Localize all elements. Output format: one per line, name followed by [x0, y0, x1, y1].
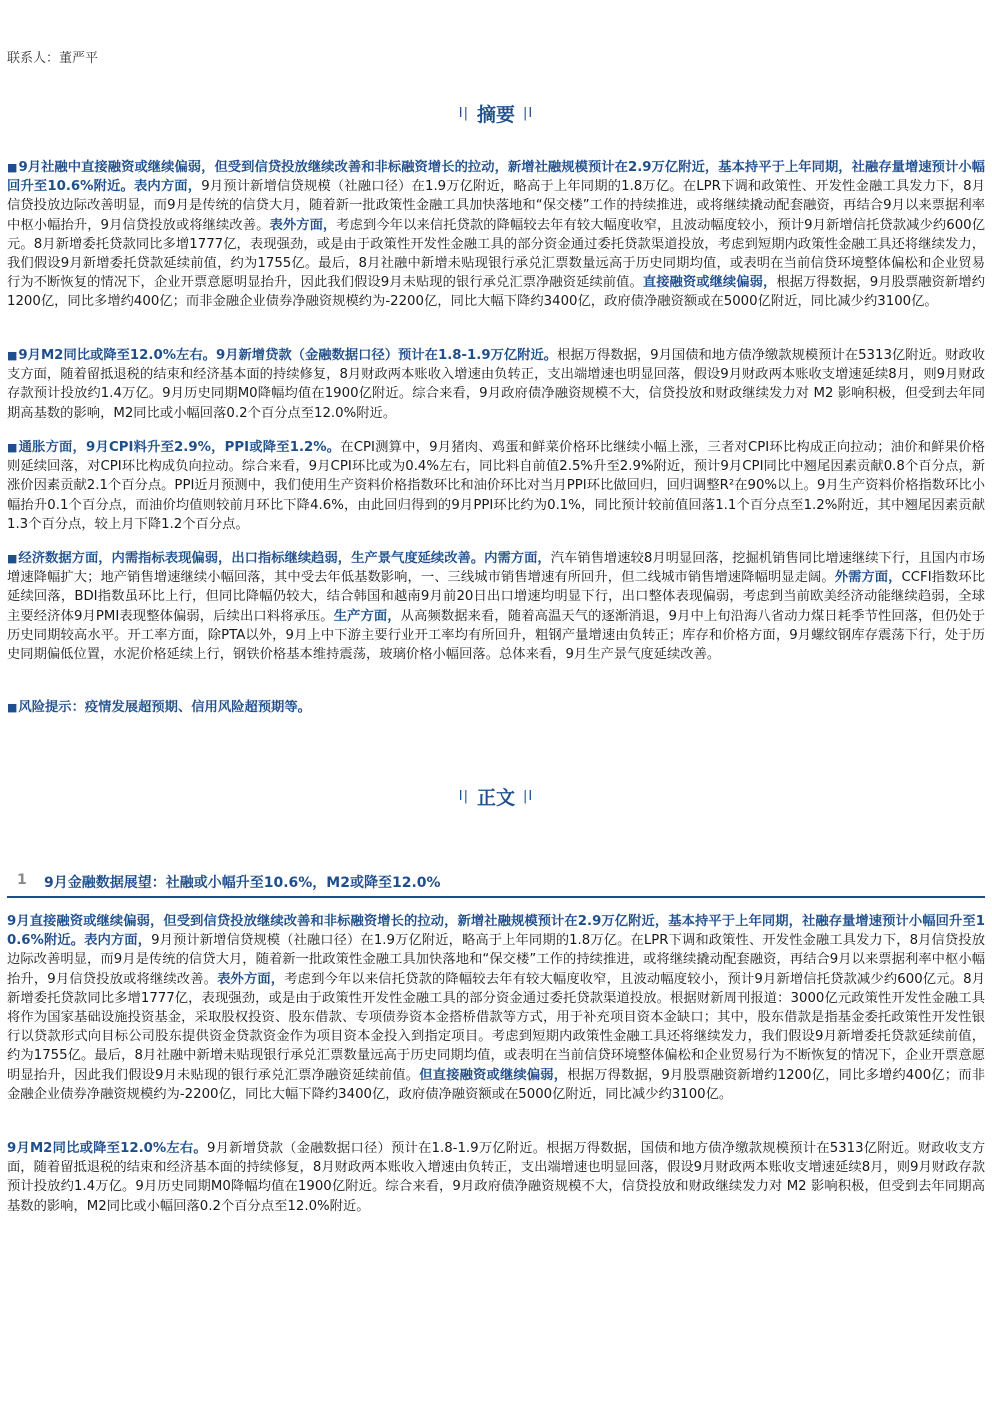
contact-line: 联系人：董严平	[7, 51, 99, 66]
body-p2-text: 9月新增贷款（金融数据口径）预计在1.8-1.9万亿附近。根据万得数据，国债和地方债净缴款规模预计在5313亿附近。财政收支方面，随着留抵退税的结束和经济基本面的持续修复，8月财政两本账收入增速由负转正，支出端增速也明显回落，假设9月财政两本账收支增速延续8月，则9月财政存款预计投放约1.4万亿。9月历史同期M0降幅均值在1900亿附近。综合来看，9月政府债净融资规模不大，信贷投放和财政继续发力对 M2 影响积极，但受到去年同期高基数的影响，M2同比或小幅回落0.2个百分点至12.0%附近。	[7, 1141, 986, 1214]
bullet-square-icon: ■	[7, 701, 18, 714]
body-p1-offbalance-text: 考虑到今年以来信托贷款的降幅较去年有较大幅度收窄，且波动幅度较小，预计9月新增信托贷款减少约600亿元。8月新增委托贷款同比多增1777亿，表现强劲，或是由于政策性开发性金融工具的部分资金通过委托贷款渠道投放。根据财新周刊报道：3000亿元政策性开发性金融工具将作为国家基础设施投资基金，采取股权投资、股东借款、专项债券资本金搭桥借款等方式，用于补充项目资本金缺口；其中，股东借款是指基金委托政策性开发性银行以贷款形式向目标公司股东提供资金贷款资金作为项目资本金投入到指定项目。考虑到短期内政策性金融工具还将继续发力，我们假设9月新增委托贷款延续前值，约为1755亿。最后，8月社融中新增未贴现银行承兑汇票数量远高于历史同期均值，或表明在当前信贷环境整体偏松和企业贸易行为不断恢复的情况下，企业开票意愿明显抬升，因此我们假设9月未贴现的银行承兑汇票净融资延续前值。	[7, 971, 985, 1083]
summary-paragraph-economy	[7, 549, 985, 664]
body-p1-onbalance-label: 表内方面，	[84, 933, 152, 949]
body-p1-direct-text: 根据万得数据，9月股票融资新增约1200亿，同比多增约400亿；而非金融企业债券净融资规模约为-2200亿，同比大幅下降约3400亿，政府债净融资额或在5000亿附近，同比减少约3100亿。	[7, 1067, 985, 1102]
bullet-square-icon: ■	[7, 161, 18, 174]
summary-paragraph-m2	[7, 346, 985, 423]
title-marker-right: |I	[523, 106, 534, 121]
title-marker-left: I|	[458, 106, 469, 121]
title-marker-left: I|	[458, 789, 469, 804]
summary-p4-production-label: 生产方面，	[333, 608, 401, 624]
body-title-text: 正文	[476, 787, 515, 809]
body-paragraph-social-financing	[7, 912, 985, 1104]
section-heading-number: 1	[17, 872, 27, 888]
summary-section-title	[0, 100, 992, 127]
summary-p4-production-text: 从高频数据来看，随着高温天气的逐渐消退，9月中上旬沿海八省动力煤日耗季节性回落，但仍处于历史同期较高水平。开工率方面，除PTA以外，9月上中下游主要行业开工率均有所回升，粗钢产量增速由负转正；库存和价格方面，9月螺纹钢库存震荡下行，处于历史同期偏低位置，水泥价格延续上行，钢铁价格基本维持震荡，玻璃价格小幅回落。总体来看，9月生产景气度延续改善。	[7, 608, 986, 663]
bullet-square-icon: ■	[7, 441, 18, 454]
summary-title-text: 摘要	[476, 104, 515, 126]
summary-p4-external-text: CCFI指数环比延续回落，BDI指数虽环比上行，但同比降幅仍较大，结合韩国和越南9月前20日出口增速均明显下行，出口整体表现偏弱，考虑到当前欧美经济动能继续趋弱，全球主要经济体9月PMI表现整体偏弱，后续出口料将承压。	[7, 570, 986, 624]
summary-paragraph-risk	[7, 698, 985, 717]
summary-p4-lead: 经济数据方面，内需指标表现偏弱，出口指标继续趋弱，生产景气度延续改善。内需方面，	[18, 551, 551, 566]
summary-p3-lead: 通胀方面，9月CPI料升至2.9%，PPI或降至1.2%。	[18, 440, 341, 455]
bullet-square-icon: ■	[7, 552, 18, 565]
bullet-square-icon: ■	[7, 349, 18, 362]
summary-p1-lead: 9月社融中直接融资或继续偏弱，但受到信贷投放继续改善和非标融资增长的拉动，新增社融规模预计在2.9万亿附近，基本持平于上年同期，社融存量增速预计小幅回升至10.6%附近。	[7, 160, 985, 195]
summary-p3-text: 在CPI测算中，9月猪肉、鸡蛋和鲜菜价格环比继续小幅上涨，三者对CPI环比构成正向拉动；油价和鲜果价格则延续回落，对CPI环比构成负向拉动。综合来看，9月CPI环比或为0.4%左右，同比料自前值2.5%升至2.9%附近，预计9月CPI同比中翘尾因素贡献0.8个百分点，新涨价因素贡献2.1个百分点。PPI近月预测中，我们使用生产资料价格指数环比和油价环比对当月PPI环比做回归，回归调整R²在90%以上。9月生产资料价格指数环比小幅抬升0.1个百分点，而油价均值则较前月环比下降4.6%，由此回归得到的9月PPI环比约为0.1%，同比预计较前值回落1.1个百分点至1.2%附近，其中翘尾因素贡献1.3个百分点，较上月下降1.2个百分点。	[7, 440, 985, 532]
summary-p1-offbalance-label: 表外方面，	[269, 217, 337, 233]
body-p1-direct-label: 但直接融资或继续偏弱，	[419, 1067, 568, 1083]
summary-p2-lead: 9月M2同比或降至12.0%左右。9月新增贷款（金融数据口径）预计在1.8-1.9万亿附近。	[18, 348, 558, 363]
section-heading-1	[7, 870, 985, 898]
body-p1-onbalance-text: 9月预计新增信贷规模（社融口径）在1.9万亿附近，略高于上年同期的1.8万亿。在LPR下调和政策性、开发性金融工具发力下，8月信贷投放边际改善明显，而9月是传统的信贷大月，随着新一批政策性金融工具加快落地和“保交楼”工作的持续推进，或将继续撬动配套融资，再结合9月以来票据利率中枢小幅抬升，9月信贷投放或将继续改善。	[7, 933, 985, 987]
body-p1-offbalance-label: 表外方面，	[217, 971, 285, 987]
body-section-title	[0, 783, 992, 810]
summary-paragraph-inflation	[7, 438, 985, 534]
summary-p1-direct-label: 直接融资或继续偏弱，	[642, 275, 777, 291]
body-p2-lead: 9月M2同比或降至12.0%左右。	[7, 1141, 207, 1156]
summary-paragraph-social-financing	[7, 158, 985, 312]
summary-p5-risk: 风险提示：疫情发展超预期、信用风险超预期等。	[18, 700, 311, 715]
body-paragraph-m2	[7, 1139, 985, 1216]
section-heading-text: 9月金融数据展望：社融或小幅升至10.6%，M2或降至12.0%	[44, 875, 441, 891]
title-marker-right: |I	[523, 789, 534, 804]
summary-p2-text: 根据万得数据，9月国债和地方债净缴款规模预计在5313亿附近。财政收支方面，随着留抵退税的结束和经济基本面的持续修复，8月财政两本账收入增速由负转正，支出端增速也明显回落，假设9月财政两本账收支增速延续8月，则9月财政存款预计投放约1.4万亿。9月历史同期M0降幅均值在1900亿附近。综合来看，9月政府债净融资规模不大，信贷投放和财政继续发力对 M2 影响积极，但受到去年同期高基数的影响，M2同比或小幅回落0.2个百分点至12.0%附近。	[7, 348, 985, 421]
body-p1-lead: 9月直接融资或继续偏弱，但受到信贷投放继续改善和非标融资增长的拉动，新增社融规模预计在2.9万亿附近，基本持平于上年同期，社融存量增速预计小幅回升至10.6%附近。	[7, 914, 985, 949]
summary-p1-onbalance-text: 9月预计新增信贷规模（社融口径）在1.9万亿附近，略高于上年同期的1.8万亿。在LPR下调和政策性、开发性金融工具发力下，8月信贷投放边际改善明显，而9月是传统的信贷大月，随着新一批政策性金融工具加快落地和“保交楼”工作的持续推进，或将继续撬动配套融资，再结合9月以来票据利率中枢小幅抬升，9月信贷投放或将继续改善。	[7, 179, 985, 233]
summary-p4-external-label: 外需方面，	[834, 570, 902, 586]
summary-p1-direct-text: 根据万得数据，9月股票融资新增约1200亿，同比多增约400亿；而非金融企业债券净融资规模约为-2200亿，同比大幅下降约3400亿，政府债净融资额或在5000亿附近，同比减少约3100亿。	[7, 275, 985, 310]
summary-p1-offbalance-text: 考虑到今年以来信托贷款的降幅较去年有较大幅度收窄，且波动幅度较小，预计9月新增信托贷款减少约600亿元。8月新增委托贷款同比多增1777亿，表现强劲，或是由于政策性开发性金融工具的部分资金通过委托贷款渠道投放，考虑到短期内政策性金融工具还将继续发力，我们假设9月新增委托贷款延续前值，约为1755亿。最后，8月社融中新增未贴现银行承兑汇票数量远高于历史同期均值，或表明在当前信贷环境整体偏松和企业贸易行为不断恢复的情况下，企业开票意愿明显抬升，因此我们假设9月未贴现的银行承兑汇票净融资延续前值。	[7, 217, 985, 291]
summary-p1-onbalance-label: 表内方面，	[133, 179, 202, 195]
summary-p4-domestic-text: 汽车销售增速较8月明显回落，挖掘机销售同比增速继续下行，且国内市场增速降幅扩大；地产销售增速继续小幅回落，其中受去年低基数影响，一、三线城市销售增速有所回升，但二线城市销售增速降幅明显走阔。	[7, 551, 985, 586]
